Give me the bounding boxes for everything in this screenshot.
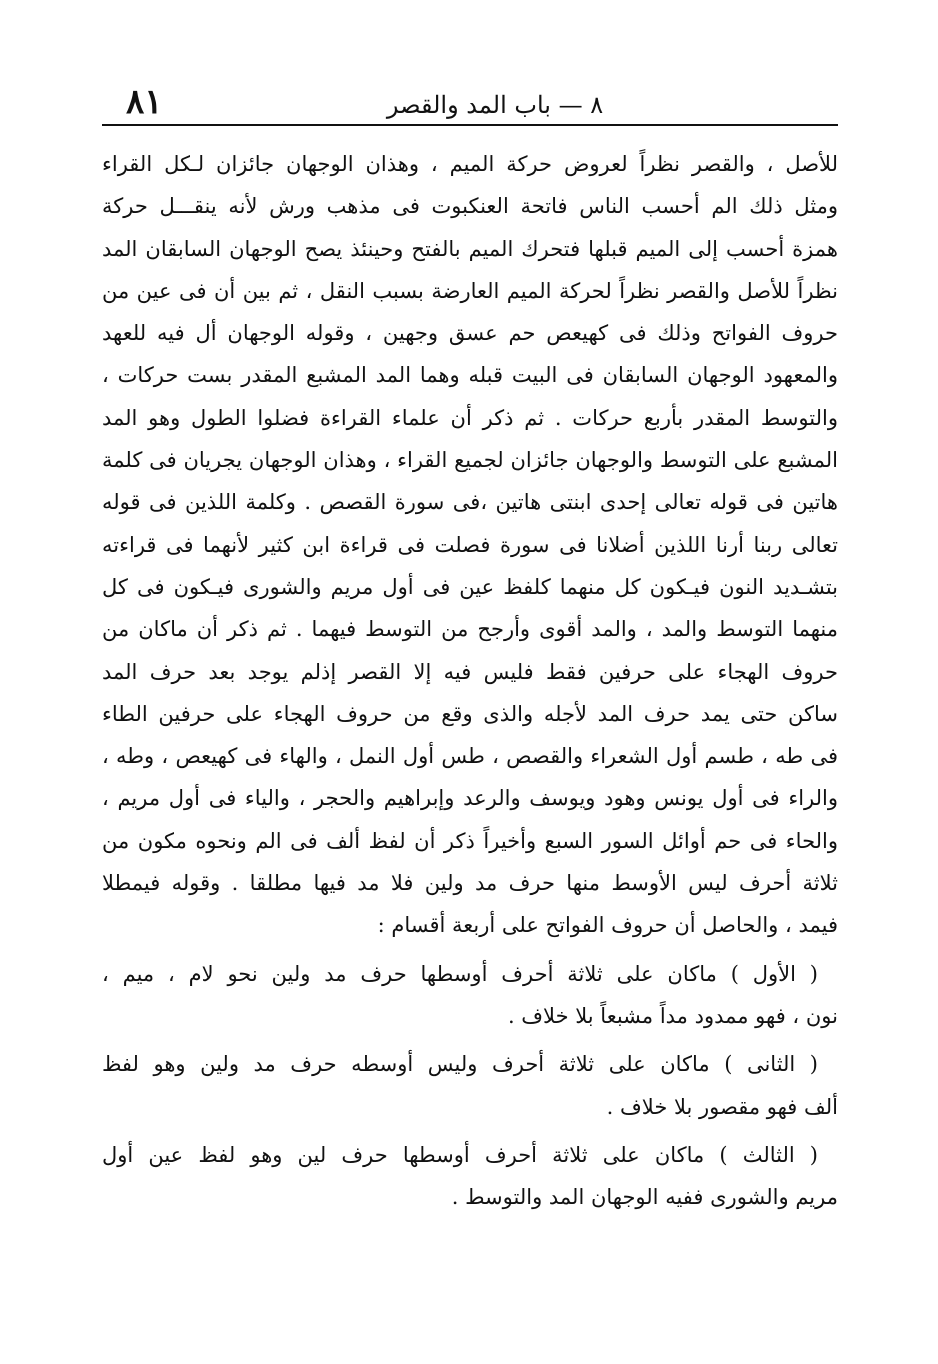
main-paragraph [102, 143, 838, 947]
division-line: مريم والشورى ففيه الوجهان المد والتوسط . [451, 1185, 838, 1210]
division-second [102, 1043, 838, 1128]
text-line: ثلاثة أحرف ليس الأوسط منها حرف مد ولين فلا مد فيها مطلقا . وقوله فيمطلا [102, 871, 838, 896]
text-line: والمعهود الوجهان السابقان فى البيت قبله وهما المد المشبع المقدر بست حركات ، [102, 363, 838, 388]
body-text [102, 143, 838, 1218]
text-line: نظراً للأصل والقصر نظراً لحركة الميم العارضة بسبب النقل ، ثم بين أن فى عين من [102, 278, 838, 303]
text-line: المشبع على التوسط والوجهان جائزان لجميع القراء ، وهذان الوجهان يجريان فى كلمة [102, 448, 838, 473]
text-line: فيمد ، والحاصل أن حروف الفواتح على أربعة أقسام : [377, 913, 838, 938]
division-third [102, 1134, 838, 1219]
text-line: منهما التوسط والمد ، والمد أقوى وأرجح من التوسط فيهما . ثم ذكر أن ماكان من [102, 617, 838, 642]
text-line: هاتين فى قوله تعالى إحدى ابنتى هاتين ،فى سورة القصص . وكلمة اللذين فى قوله [102, 490, 838, 515]
text-line: فى طه ، طسم أول الشعراء والقصص ، طس أول النمل ، والهاء فى كهيعص ، وطه ، [102, 744, 838, 769]
division-line: ( الثانى ) ماكان على ثلاثة أحرف وليس أوسطه حرف مد ولين وهو لفظ [102, 1052, 818, 1077]
text-line: ومثل ذلك الم أحسب الناس فاتحة العنكبوت فى مذهب ورش لأنه ينقـــل حركة [102, 194, 838, 219]
header-rule [102, 124, 838, 126]
text-line: والحاء فى حم أوائل السور السبع وأخيراً ذكر أن لفظ ألف فى الم ونحوه مكون من [102, 828, 838, 853]
page-header [100, 80, 838, 126]
text-line: والراء فى أول يونس وهود ويوسف والرعد وإبراهيم والحجر ، والياء فى أول مريم ، [102, 786, 838, 811]
division-first [102, 953, 838, 1038]
text-line: ساكن حتى يمد حرف المد لأجله والذى وقع من حروف الهجاء على حرفين الطاء [102, 701, 838, 726]
text-line: تعالى ربنا أرنا اللذين أضلانا فى سورة فصلت فى قراءة ابن كثير لأنهما فى قراءته [102, 532, 838, 557]
text-line: للأصل ، والقصر نظراً لعروض حركة الميم ، وهذان الوجهان جائزان لـكل القراء [102, 152, 838, 176]
text-line: همزة أحسب إلى الميم قبلها فتحرك الميم بالفتح وحينئذ يصح الوجهان السابقان المد [102, 236, 838, 261]
page-number: ٨١ [126, 82, 163, 122]
text-line: والتوسط المقدر بأربع حركات . ثم ذكر أن علماء القراءة فضلوا الطول وهو المد [102, 405, 838, 430]
text-line: بتشـديد النون فيـكون كل منهما كلفظ عين فى أول مريم والشورى فيـكون فى كل [102, 574, 838, 599]
division-line: نون ، فهو ممدود مداً مشبعاً بلا خلاف . [507, 1003, 838, 1028]
division-line: ألف فهو مقصور بلا خلاف . [606, 1094, 838, 1119]
running-title: ٨ — باب المد والقصر [386, 91, 604, 119]
text-line: حروف الفواتح وذلك فى كهيعص حم عسق وجهين ، وقوله الوجهان أل فيه للعهد [102, 321, 838, 346]
division-line: ( الأول ) ماكان على ثلاثة أحرف أوسطها حرف مد ولين نحو لام ، ميم ، [102, 961, 818, 986]
division-line: ( الثالث ) ماكان على ثلاثة أحرف أوسطها حرف لين وهو لفظ عين أول [102, 1142, 818, 1167]
text-line: حروف الهجاء على حرفين فقط فليس فيه إلا القصر إذلم يوجد بعد حرف المد [102, 659, 838, 684]
